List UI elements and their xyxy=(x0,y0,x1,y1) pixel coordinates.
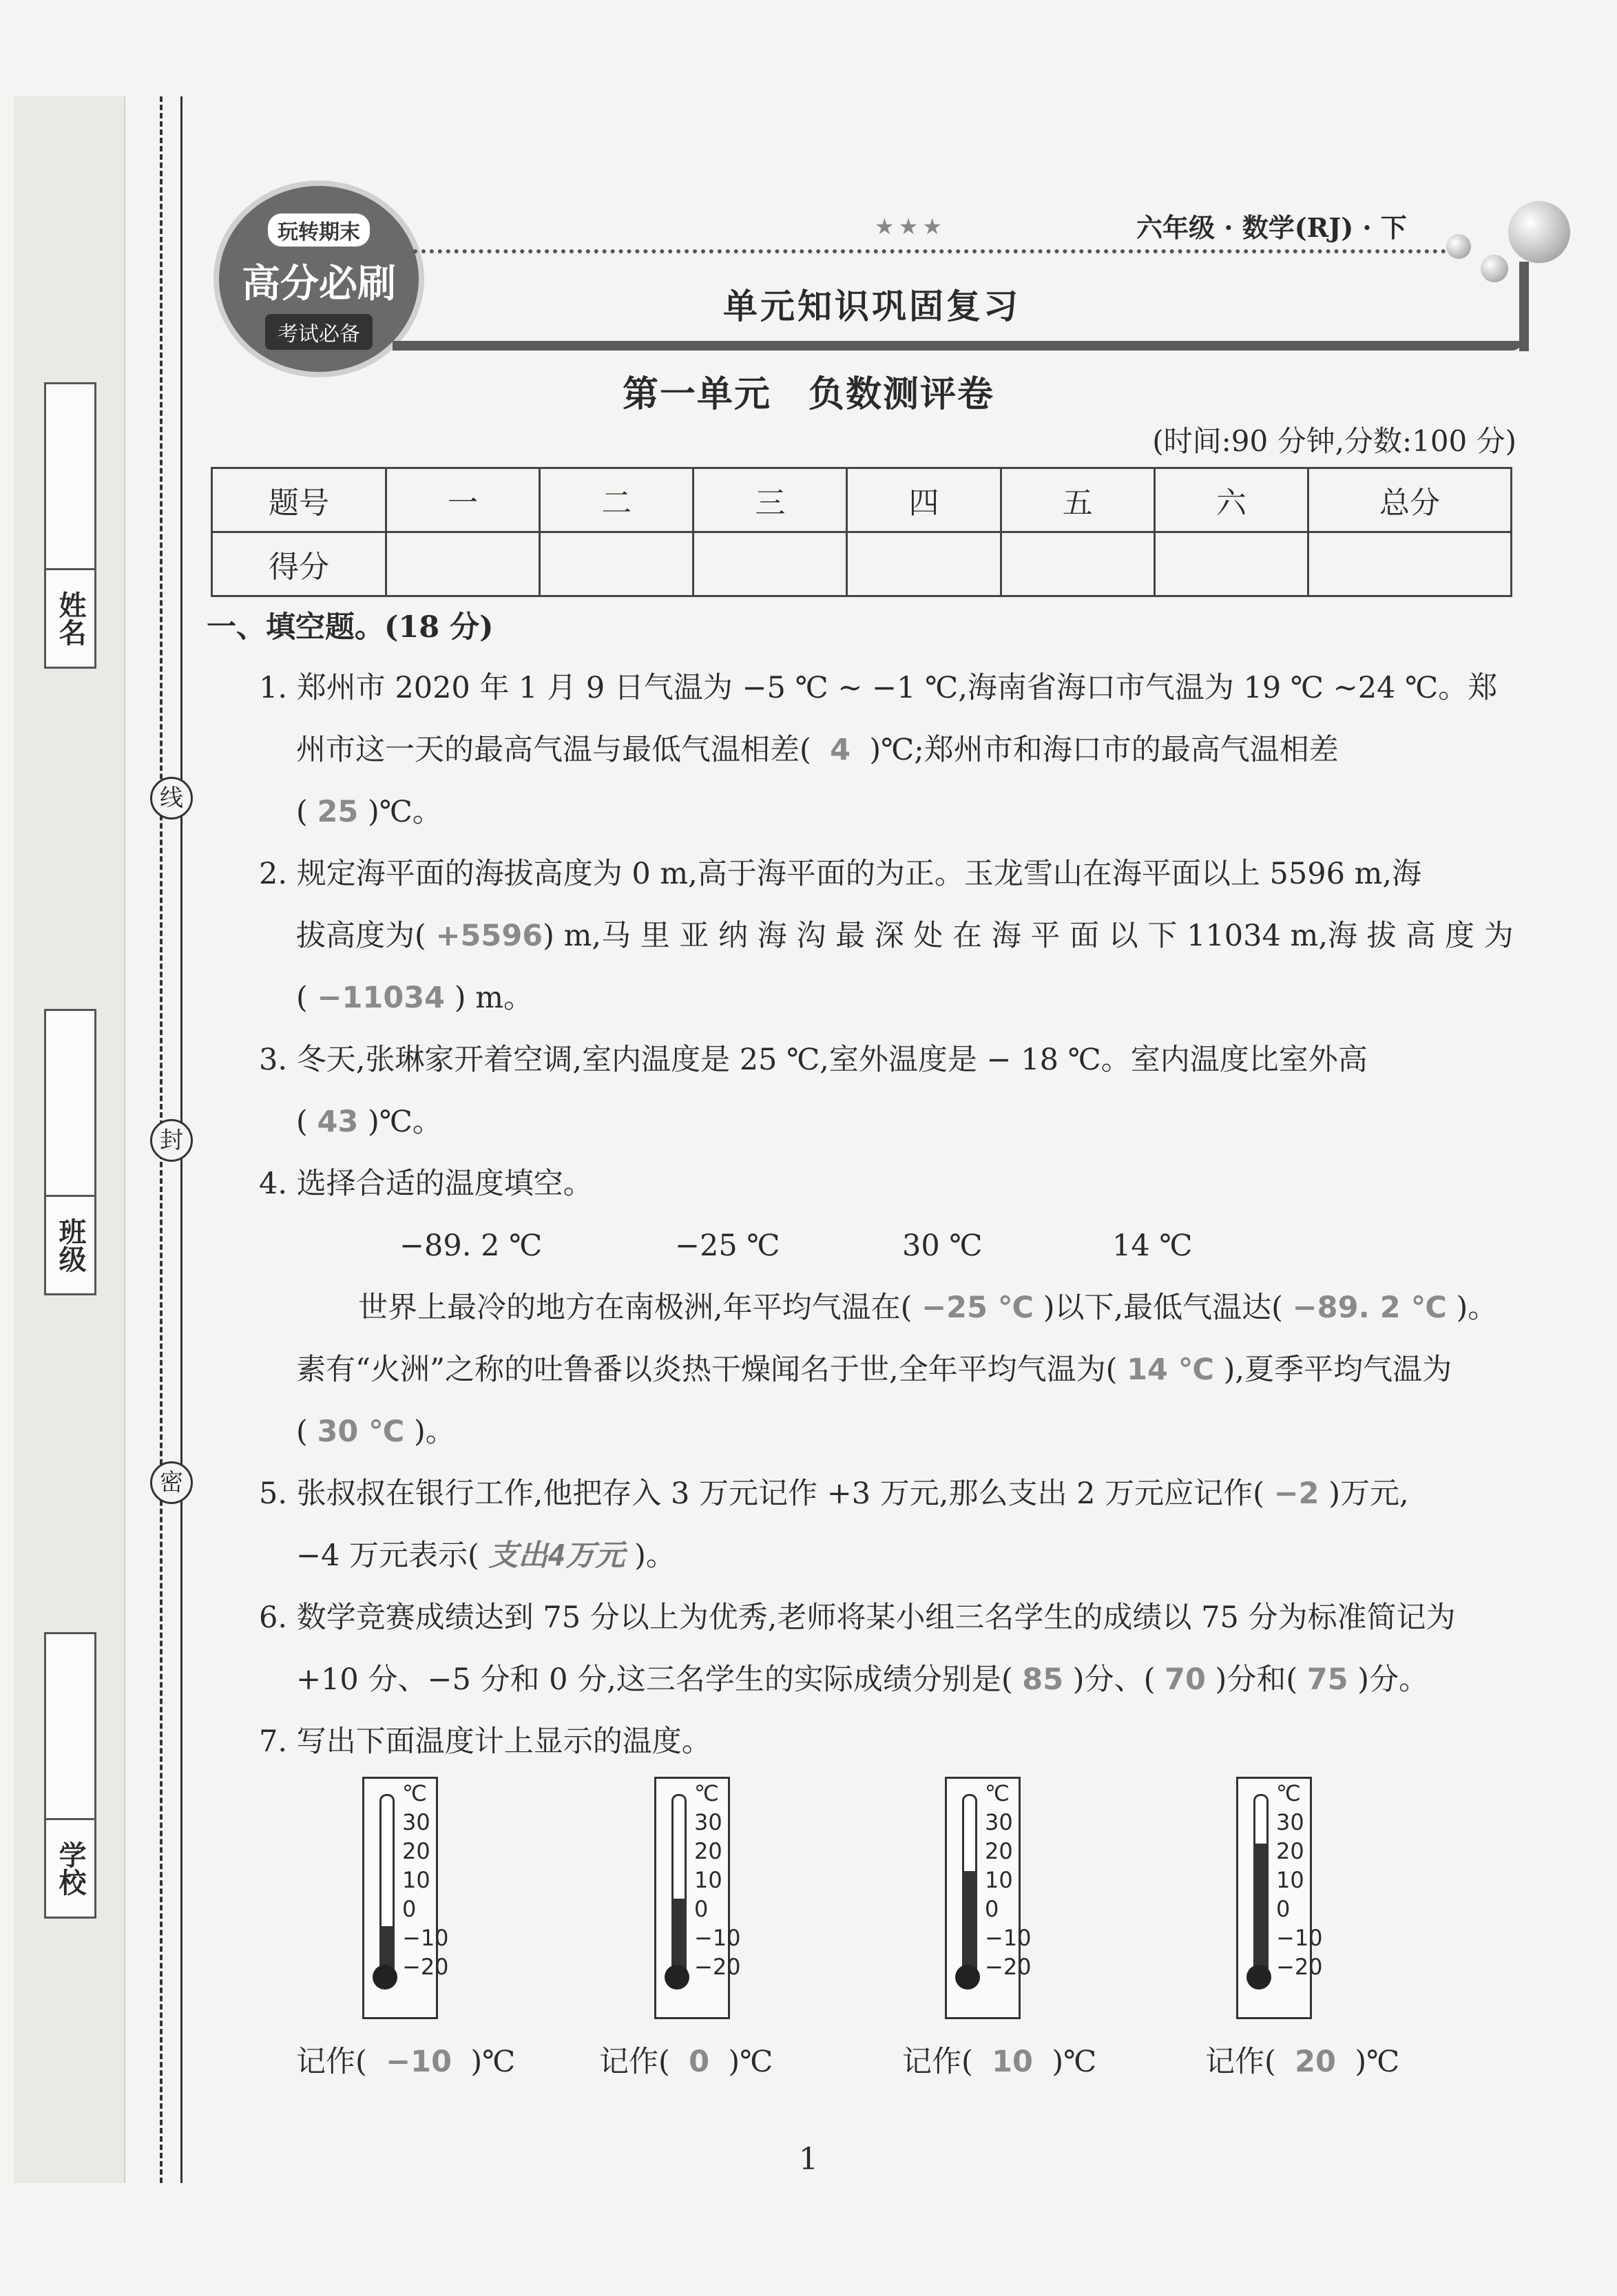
page-title: 第一单元 负数测评卷 xyxy=(622,373,994,415)
section-title: 单元知识巩固复习 xyxy=(723,286,1021,326)
record-label: 记作( xyxy=(1205,2045,1276,2079)
score-header-cell: 一 xyxy=(386,468,540,532)
tick-label: 0 xyxy=(1276,1896,1291,1922)
record-answer xyxy=(1205,2038,1399,2080)
q5-answer-1: −2 xyxy=(1273,1476,1319,1511)
q4-answer-1: −25 ℃ xyxy=(921,1291,1034,1325)
q4-answer-4: 30 ℃ xyxy=(317,1415,405,1449)
tick-label: −10 xyxy=(694,1925,741,1951)
thermometer-scale xyxy=(985,1779,1032,1981)
school-label: 学校 xyxy=(44,1818,96,1919)
tick-label: 10 xyxy=(402,1867,430,1893)
grade-label: 六年级 · 数学(RJ) · 下 xyxy=(1136,212,1407,243)
class-label: 班级 xyxy=(44,1195,96,1295)
q4-text: 素有“火洲”之称的吐鲁番以炎热干燥闻名于世,全年平均气温为( xyxy=(296,1353,1118,1387)
record-answer xyxy=(296,2038,515,2080)
q5-text: )。 xyxy=(634,1538,676,1573)
q5-text: −4 万元表示( xyxy=(296,1538,479,1573)
q4-line1: 4. 选择合适的温度填空。 xyxy=(259,1167,593,1201)
q2-text: ( xyxy=(296,981,308,1015)
q4-option: −25 ℃ xyxy=(675,1229,780,1263)
tick-label: −20 xyxy=(694,1954,741,1980)
page-number: 1 xyxy=(799,2142,818,2177)
q2-line3 xyxy=(296,967,533,1029)
q1-line1: 1. 郑州市 2020 年 1 月 9 日气温为 −5 ℃ ~ −1 ℃,海南省海口市气温为 19 ℃ ~24 ℃。郑 xyxy=(259,671,1498,705)
record-close: )℃ xyxy=(728,2045,773,2079)
score-cell[interactable] xyxy=(540,532,693,596)
q2-text: ) m,马 里 亚 纳 海 沟 最 深 处 在 海 平 面 以 下 11034 m,海 拔 高 度 为 xyxy=(543,919,1514,953)
q2-answer-2: −11034 xyxy=(317,981,446,1015)
badge-main: 高分必刷 xyxy=(242,262,396,306)
q1-answer-2: 25 xyxy=(317,795,359,829)
bubble-icon-tiny xyxy=(1446,234,1471,259)
q4-answer-2: −89. 2 ℃ xyxy=(1292,1291,1447,1325)
q3-answer: 43 xyxy=(317,1105,359,1139)
q2-text: ) m。 xyxy=(454,981,533,1015)
q5-line2 xyxy=(296,1525,676,1587)
bubble-icon xyxy=(1508,201,1570,263)
score-header-cell: 二 xyxy=(540,468,693,532)
tick-label: 30 xyxy=(694,1809,722,1835)
q5-text: 5. 张叔叔在银行工作,他把存入 3 万元记作 +3 万元,那么支出 2 万元应记作( xyxy=(259,1476,1264,1511)
score-header-cell: 六 xyxy=(1154,468,1308,532)
q4-option: 14 ℃ xyxy=(1112,1229,1193,1263)
q4-text: )。 xyxy=(1456,1291,1498,1325)
q7-answer: 20 xyxy=(1295,2045,1336,2079)
q7-line1: 7. 写出下面温度计上显示的温度。 xyxy=(259,1724,711,1759)
record-label: 记作( xyxy=(599,2045,670,2079)
seal-secret: 密 xyxy=(150,1461,193,1504)
school-field[interactable] xyxy=(44,1632,96,1822)
q6-text: )分和( xyxy=(1215,1662,1298,1697)
unit-label: ℃ xyxy=(985,1780,1010,1806)
tick-label: −10 xyxy=(402,1925,449,1951)
score-header-cell: 三 xyxy=(693,468,847,532)
tick-label: 20 xyxy=(1276,1838,1304,1864)
q1-answer-1: 4 xyxy=(830,733,851,767)
thermometer-bulb xyxy=(665,1965,689,1990)
score-cell[interactable] xyxy=(693,532,847,596)
seal-seal: 封 xyxy=(150,1119,193,1162)
section-heading: 一、填空题。(18 分) xyxy=(207,610,494,645)
tick-label: 0 xyxy=(402,1896,417,1922)
q3-line1: 3. 冬天,张琳家开着空调,室内温度是 25 ℃,室外温度是 − 18 ℃。室内温度比室外高 xyxy=(259,1043,1368,1077)
q3-text: ( xyxy=(296,1105,308,1139)
tick-label: 10 xyxy=(694,1867,722,1893)
tick-label: 30 xyxy=(402,1809,430,1835)
q6-answer-1: 85 xyxy=(1022,1662,1064,1697)
tick-label: 0 xyxy=(985,1896,999,1922)
q6-line1: 6. 数学竞赛成绩达到 75 分以上为优秀,老师将某小组三名学生的成绩以 75 分为标准简记为 xyxy=(259,1600,1456,1635)
header-dotted-line xyxy=(413,249,1446,253)
score-header-cell: 五 xyxy=(1001,468,1154,532)
q4-line2 xyxy=(358,1277,1497,1339)
q6-text: +10 分、−5 分和 0 分,这三名学生的实际成绩分别是( xyxy=(296,1662,1013,1697)
record-close: )℃ xyxy=(470,2045,516,2079)
score-cell[interactable] xyxy=(847,532,1001,596)
thermometer xyxy=(654,1777,741,2019)
q4-option: −89. 2 ℃ xyxy=(399,1229,543,1263)
tick-label: 10 xyxy=(985,1867,1013,1893)
time-info: (时间:90 分钟,分数:100 分) xyxy=(1152,424,1516,458)
score-cell[interactable] xyxy=(386,532,540,596)
tick-label: 20 xyxy=(985,1838,1013,1864)
unit-label: ℃ xyxy=(1276,1780,1301,1806)
mercury-column xyxy=(964,1871,975,1979)
score-cell[interactable] xyxy=(1154,532,1308,596)
q4-line3 xyxy=(296,1339,1452,1401)
q6-text: )分、( xyxy=(1072,1662,1156,1697)
q1-text: ( xyxy=(296,795,308,829)
bubble-icon-small xyxy=(1481,255,1508,282)
q7-answer: 0 xyxy=(689,2045,710,2079)
q3-line2 xyxy=(296,1091,442,1153)
tick-label: 20 xyxy=(402,1838,430,1864)
record-answer xyxy=(599,2038,773,2080)
thermometer-bulb xyxy=(373,1965,397,1990)
tick-label: 30 xyxy=(1276,1809,1304,1835)
tick-label: −20 xyxy=(402,1954,449,1980)
header-bar-corner xyxy=(1519,262,1529,351)
thermometer-scale xyxy=(694,1779,741,1981)
tick-label: −10 xyxy=(1276,1925,1323,1951)
tick-label: 0 xyxy=(694,1896,709,1922)
q4-answer-3: 14 ℃ xyxy=(1127,1353,1214,1387)
q2-line2 xyxy=(296,905,1514,967)
q1-line2 xyxy=(296,719,1339,781)
record-close: )℃ xyxy=(1052,2045,1097,2079)
seal-line: 线 xyxy=(150,777,193,820)
q6-line2 xyxy=(296,1649,1428,1711)
unit-label: ℃ xyxy=(402,1780,427,1806)
score-row-label: 得分 xyxy=(212,532,386,596)
q4-option: 30 ℃ xyxy=(902,1229,983,1263)
q2-line1: 2. 规定海平面的海拔高度为 0 m,高于海平面的为正。玉龙雪山在海平面以上 5596 m,海 xyxy=(259,857,1422,891)
thermometer-bulb xyxy=(1246,1965,1271,1990)
tick-label: −20 xyxy=(985,1954,1032,1980)
q3-text: )℃。 xyxy=(367,1105,442,1139)
q6-text: )分。 xyxy=(1357,1662,1429,1697)
badge-bottom: 考试必备 xyxy=(265,314,373,350)
tick-label: −10 xyxy=(985,1925,1032,1951)
q4-line4 xyxy=(296,1401,455,1463)
q1-line3 xyxy=(296,781,442,843)
score-header-cell: 题号 xyxy=(212,468,386,532)
q1-text: 州市这一天的最高气温与最低气温相差( xyxy=(296,733,811,767)
record-answer xyxy=(902,2038,1096,2080)
class-field[interactable] xyxy=(44,1009,96,1199)
q5-answer-2: 支出4万元 xyxy=(488,1538,625,1573)
header-bar xyxy=(393,341,1522,351)
thermometer-scale xyxy=(402,1779,449,1981)
record-close: )℃ xyxy=(1355,2045,1400,2079)
q7-answer: −10 xyxy=(386,2045,452,2079)
record-label: 记作( xyxy=(902,2045,973,2079)
q4-text: ( xyxy=(296,1415,308,1449)
q5-line1 xyxy=(259,1463,1409,1525)
thermometer-scale xyxy=(1276,1779,1323,1981)
tick-label: 30 xyxy=(985,1809,1013,1835)
thermometer xyxy=(362,1777,449,2019)
name-label: 姓名 xyxy=(44,568,96,669)
score-header-cell: 总分 xyxy=(1308,468,1512,532)
q4-text: )。 xyxy=(414,1415,455,1449)
tick-label: 10 xyxy=(1276,1867,1304,1893)
thermometer xyxy=(1236,1777,1323,2019)
thermometer-bulb xyxy=(955,1965,980,1990)
score-table xyxy=(211,467,1512,597)
tick-label: −20 xyxy=(1276,1954,1323,1980)
q7-answer: 10 xyxy=(992,2045,1033,2079)
unit-label: ℃ xyxy=(694,1780,719,1806)
thermometer xyxy=(945,1777,1032,2019)
tick-label: 20 xyxy=(694,1838,722,1864)
score-header-cell: 四 xyxy=(847,468,1001,532)
badge-top: 玩转期末 xyxy=(268,213,370,247)
mercury-column xyxy=(1255,1844,1266,1979)
q5-text: )万元, xyxy=(1328,1476,1409,1511)
record-label: 记作( xyxy=(296,2045,367,2079)
stars-icon: ★★★ xyxy=(875,213,947,240)
q4-text: )以下,最低气温达( xyxy=(1043,1291,1283,1325)
q6-answer-2: 70 xyxy=(1165,1662,1206,1697)
q2-answer-1: +5596 xyxy=(435,919,543,953)
q1-text: )℃。 xyxy=(367,795,442,829)
q2-text: 拔高度为( xyxy=(296,919,426,953)
score-cell[interactable] xyxy=(1308,532,1512,596)
q1-text: )℃;郑州市和海口市的最高气温相差 xyxy=(869,733,1339,767)
q4-text: 世界上最冷的地方在南极洲,年平均气温在( xyxy=(358,1291,912,1325)
score-cell[interactable] xyxy=(1001,532,1154,596)
q6-answer-3: 75 xyxy=(1306,1662,1348,1697)
q4-text: ),夏季平均气温为 xyxy=(1223,1353,1452,1387)
